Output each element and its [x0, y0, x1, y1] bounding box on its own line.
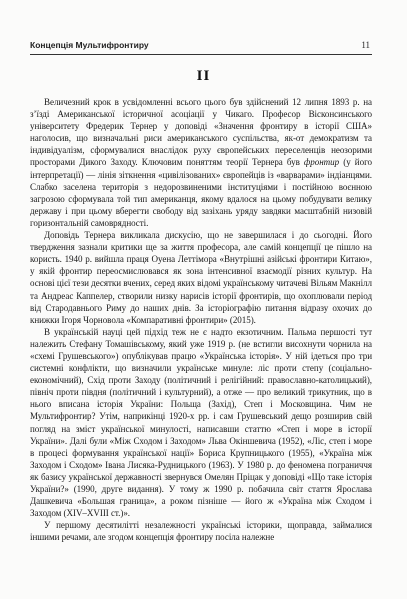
running-head — [30, 40, 370, 52]
paragraph: В українській науці цей підхід теж не є надто екзотичним. Пальма першості тут належить Стефану Томашівському, який уже 1919 р. (не встигли висохнути чорнила на «схемі Грушевського») опублікував працю «Українська історія». У ній ідеться про три системні конфлікти, що визначили українське минуле: ліс проти степу (соціально-економічний), Схід проти Заходу (політичний і релігійний: православно-католицький), північ проти півдня (політичний і культурний), а отже — про великий трикутник, що в нього вписана історія України: Польща (Захід), Степ і Московщина. Чим не Мультифронтир? Утім, наприкінці 1920-х рр. і сам Грушевський дещо розширив свій погляд на зміст української минулості, написавши статтю «Степ і море в історії України». Далі були «Між Сходом і Заходом» Льва Окіншевича (1952), «Ліс, степ і море в процесі формування української нації» Бориса Крупницького (1955), «Україна між Заходом і Сходом» Івана Лисяка-Рудницького (1963). У 1980 р. до феномена пограниччя як базису української державності звернувся Омелян Пріцак у доповіді «Що таке історія України?» (1990, друге видання). У тому ж 1990 р. побачила світ стаття Ярослава Дашкевича «Большая граница», а роком пізніше — його ж «Україна між Сходом і Заходом (XIV–XVIII ст.)». — [30, 326, 372, 519]
page-number: 11 — [361, 40, 370, 50]
running-title: Концепція Мультифронтиру — [30, 40, 149, 50]
paragraph: У першому десятилітті незалежності українські історики, щоправда, займалися іншими речами, але згодом концепція фронтиру посіла належне — [30, 520, 372, 543]
section-heading: II — [196, 68, 211, 84]
body-text — [30, 96, 372, 543]
header-rule — [30, 54, 372, 55]
paragraph: Величезний крок в усвідомленні всього цього був здійснений 12 липня 1893 р. на з’їзді Американської історичної асоціації у Чикаго. Професор Вісконсинського університету Фредерик Тернер у доповіді «Значення фронтиру в історії США» наголосив, що визначальні риси американського суспільства, як-от демократизм та індивідуалізм, сформувалися внаслідок руху європейських переселенців неозорими просторами Дикого Заходу. Ключовим поняттям теорії Тернера був фронтир (у його інтерпретації) — лінія зіткнення «цивілізованих» європейців із «варварами» індіанцями. Слабко заселена територія з недорозвиненими інституціями і постійною воєнною загрозою сформувала той тип американця, якому вдалося на цьому побудувати велику державу і при цьому вберегти свободу від зазіхань уряду завдяки масштабній низовій горизонтальній самоврядності. — [30, 97, 372, 228]
emphasis-term: фронтир — [303, 157, 340, 168]
paragraph: Доповідь Тернера викликала дискусію, що не завершилася і до сьогодні. Його твердження зазнали критики ще за життя професора, але самій концепції це пішло на користь. 1940 р. вийшла праця Оуена Леттімора «Внутрішні азійські фронтири Китаю», у якій фронтир переосмислювався як зона інтенсивної взаємодії різних культур. На основі цієї тези десятки вчених, серед яких відомі українському читачеві Вільям Макнілл та Андреас Каппелер, створили низку нарисів історії фронтирів, що охоплювали період від Стародавнього Риму до наших днів. За історіографію питання відразу охочих до книжки Ігоря Чорновола «Компаративні фронтири» (2015). — [30, 230, 372, 325]
